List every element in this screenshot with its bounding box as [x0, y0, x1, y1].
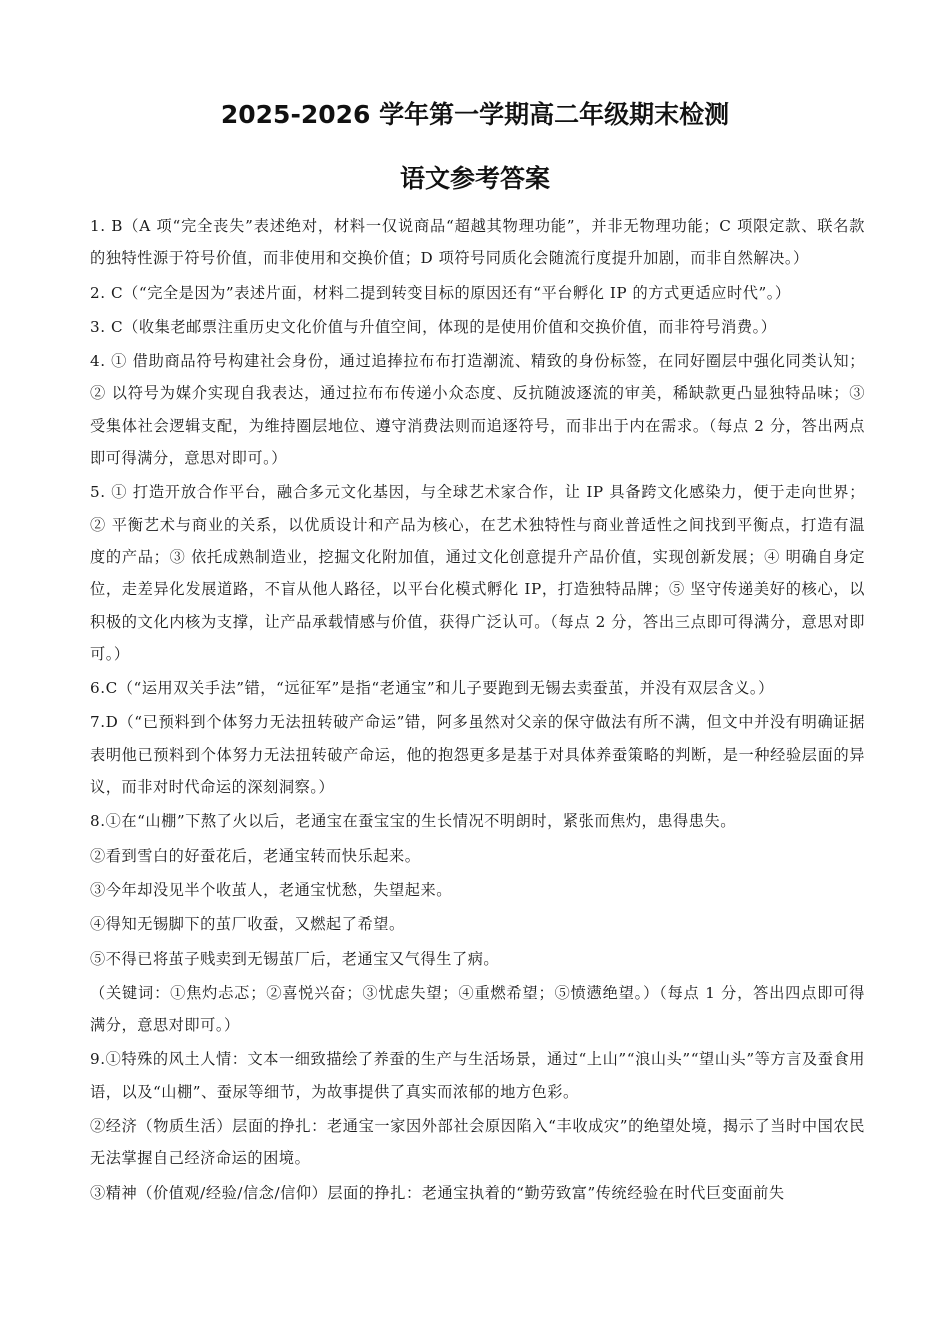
- answer-3: 3. C（收集老邮票注重历史文化价值与升值空间，体现的是使用价值和交换价值，而非符号消费。）: [90, 317, 777, 336]
- answer-8-point-2: ②看到雪白的好蚕花后，老通宝转而快乐起来。: [90, 846, 421, 865]
- answer-9-point-2: ②经济（物质生活）层面的挣扎：老通宝一家因外部社会原因陷入“丰收成灾”的绝望处境，揭示了当时中国农民无法掌握自己经济命运的困境。: [90, 1117, 865, 1168]
- answer-8-point-3: ③今年却没见半个收茧人，老通宝忧愁，失望起来。: [90, 880, 452, 899]
- answer-9-point-1: 9.①特殊的风土人情：文本一细致描绘了养蚕的生产与生活场景，通过“上山”“浪山头”“望山头”等方言及蚕食用语，以及“山棚”、蚕尿等细节，为故事提供了真实而浓郁的地方色彩。: [90, 1050, 865, 1101]
- answer-8-point-5: ⑤不得已将茧子贱卖到无锡茧厂后，老通宝又气得生了病。: [90, 949, 500, 968]
- answer-1: 1. B（A 项“完全丧失”表述绝对，材料一仅说商品“超越其物理功能”，并非无物理功能；C 项限定款、联名款的独特性源于符号价值，而非使用和交换价值；D 项符号同质化会随流行度提升加剧，而非自然解决。）: [90, 217, 865, 268]
- page-subtitle: 语文参考答案: [399, 164, 550, 193]
- answer-7: 7.D（“已预料到个体努力无法扭转破产命运”错，阿多虽然对父亲的保守做法有所不满，但文中并没有明确证据表明他已预料到个体努力无法扭转破产命运，他的抱怨更多是基于对具体养蚕策略的判断，是一种经验层面的异议，而非对时代命运的深刻洞察。）: [90, 713, 865, 797]
- answer-4: 4. ① 借助商品符号构建社会身份，通过追捧拉布布打造潮流、精致的身份标签，在同好圈层中强化同类认知；② 以符号为媒介实现自我表达，通过拉布布传递小众态度、反抗随波逐流的审美，稀缺款更凸显独特品味；③ 受集体社会逻辑支配，为维持圈层地位、遵守消费法则而追逐符号，而非出于内在需求。（每点 2 分，答出两点即可得满分，意思对即可。）: [90, 352, 865, 468]
- answer-body: [90, 210, 865, 1209]
- page-title: 2025-2026 学年第一学期高二年级期末检测: [220, 100, 730, 129]
- answer-2: 2. C（“完全是因为”表述片面，材料二提到转变目标的原因还有“平台孵化 IP 的方式更适应时代”。）: [90, 283, 791, 302]
- answer-8-keywords: （关键词：①焦灼忐忑；②喜悦兴奋；③忧虑失望；④重燃希望；⑤愤懑绝望。）（每点 1 分，答出四点即可得满分，意思对即可。）: [90, 983, 865, 1035]
- answer-5: 5. ① 打造开放合作平台，融合多元文化基因，与全球艺术家合作，让 IP 具备跨文化感染力，便于走向世界；② 平衡艺术与商业的关系，以优质设计和产品为核心，在艺术独特性与商业普适性之间找到平衡点，打造有温度的产品；③ 依托成熟制造业，挖掘文化附加值，通过文化创意提升产品价值，实现创新发展；④ 明确自身定位，走差异化发展道路，不盲从他人路径，以平台化模式孵化 IP，打造独特品牌；⑤ 坚守传递美好的核心，以积极的文化内核为支撑，让产品承载情感与价值，获得广泛认可。（每点 2 分，答出三点即可得满分，意思对即可。）: [90, 483, 865, 663]
- answer-9-point-3: ③精神（价值观/经验/信念/信仰）层面的挣扎：老通宝执着的“勤劳致富”传统经验在时代巨变面前失: [90, 1183, 785, 1202]
- answer-6: 6.C（“运用双关手法”错，“远征军”是指“老通宝”和儿子要跑到无锡去卖蚕茧，并没有双层含义。）: [90, 679, 774, 698]
- answer-8-point-1: 8.①在“山棚”下熬了火以后，老通宝在蚕宝宝的生长情况不明朗时，紧张而焦灼，患得患失。: [90, 812, 736, 831]
- answer-8-point-4: ④得知无锡脚下的茧厂收蚕，又燃起了希望。: [90, 915, 405, 934]
